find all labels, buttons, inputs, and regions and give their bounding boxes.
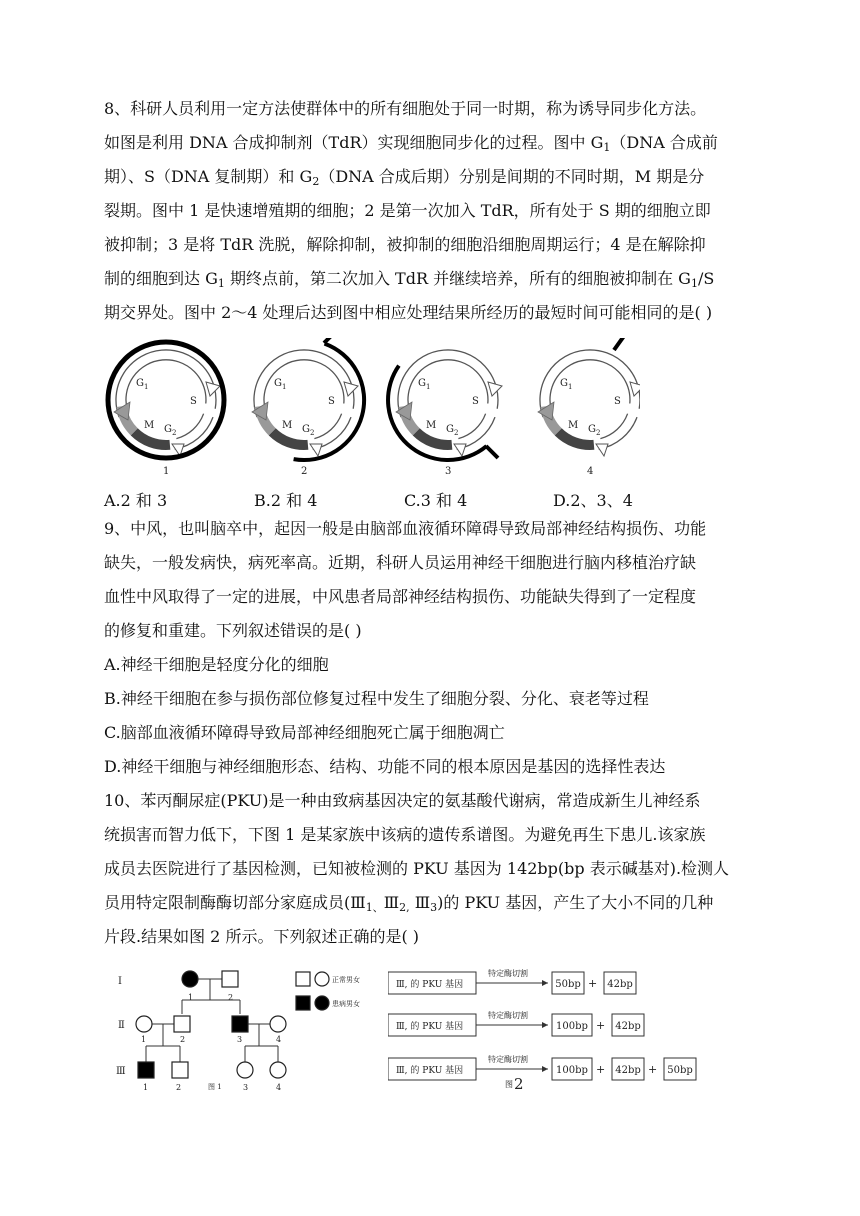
s-label: S: [472, 396, 479, 407]
legend-affected: 患病男女: [332, 1000, 360, 1008]
g1-sub: 1: [426, 383, 431, 391]
q9-line-3: 血性中风取得了一定的进展，中风患者局部神经结构损伤、功能缺失得到了一定程度: [104, 587, 697, 606]
q8-line-6: 制的细胞到达 $G_1$ 期终点前，第二次加入 TdR 并继续培养，所有的细胞被抑制在 $G_1/S$: [104, 269, 715, 290]
gen-label-2: Ⅱ: [118, 1020, 125, 1031]
q8-line-7: 期交界处。图中 2～4 处理后达到图中相应处理结果所经历的最短时间可能相同的是( ): [104, 303, 713, 322]
panel-number: 1: [163, 466, 170, 477]
q8-option-b[interactable]: B.2 和 4: [254, 491, 318, 510]
fragment-size: 42bp: [615, 1065, 641, 1076]
g2-label: G: [446, 424, 454, 435]
fragment-size: 50bp: [555, 979, 581, 990]
digestion-row-2: [388, 1010, 644, 1036]
q8-line-3: 期）、S（DNA 复制期）和 $G_2(DNA$ 合成后期）分别是间期的不同时期，M 期是分: [104, 167, 705, 188]
cell-cycle-panel-4: [538, 338, 640, 477]
ped-num: 1: [141, 1035, 147, 1044]
g1-sub: 1: [568, 383, 573, 391]
cell-cycle-panel-1: [108, 342, 224, 477]
q8-line-2: 如图是利用 DNA 合成抑制剂（TdR）实现细胞同步化的过程。图中 $G_1(DNA$ 合成前: [104, 133, 718, 154]
fragment-size: 42bp: [615, 1021, 641, 1032]
ped-num: 3: [243, 1083, 249, 1092]
plus-sign: +: [588, 977, 598, 990]
q8-line-5: 被抑制；3 是将 TdR 洗脱，解除抑制，被抑制的细胞沿细胞周期运行；4 是在解除抑: [104, 235, 706, 254]
panel-number: 2: [301, 466, 308, 477]
g2-sub: 2: [172, 429, 177, 437]
q10-line-1: 10、苯丙酮尿症(PKU)是一种由致病基因决定的氨基酸代谢病，常造成新生儿神经系: [104, 791, 701, 810]
ped-num: 1: [188, 993, 194, 1002]
treatment-mark: [614, 338, 624, 350]
plus-sign: +: [596, 1063, 606, 1076]
plus-sign: +: [648, 1063, 658, 1076]
digestion-row-3: [388, 1054, 696, 1080]
fragment-size: 50bp: [667, 1065, 693, 1076]
fragment-size: 42bp: [607, 979, 633, 990]
g1-label: G: [274, 378, 282, 389]
ped-num: 2: [180, 1035, 186, 1044]
ped-num: 2: [228, 993, 234, 1002]
g1-label: G: [560, 378, 568, 389]
ped-num: 4: [276, 1035, 282, 1044]
g1-label: G: [418, 378, 426, 389]
plus-sign: +: [596, 1019, 606, 1032]
s-label: S: [190, 396, 197, 407]
m-label: M: [282, 420, 293, 431]
ped-num: 2: [176, 1083, 182, 1092]
q9-option-c[interactable]: C.脑部血液循环障碍导致局部神经细胞死亡属于细胞凋亡: [104, 723, 505, 742]
q8-option-a[interactable]: A.2 和 3: [104, 491, 168, 510]
q10-line-2: 统损害而智力低下，下图 1 是某家族中该病的遗传系谱图。为避免再生下患儿.该家族: [104, 825, 706, 844]
g2-label: G: [588, 424, 596, 435]
q8-line-1: 8、科研人员利用一定方法使群体中的所有细胞处于同一时期，称为诱导同步化方法。: [104, 99, 707, 118]
fragment-size: 100bp: [556, 1021, 588, 1032]
source-label: Ⅲ, 的 PKU 基因: [396, 1022, 464, 1032]
m-label: M: [568, 420, 579, 431]
q8-stem: [104, 92, 776, 330]
cell-cycle-panel-2: [252, 338, 364, 477]
s-label: S: [328, 396, 335, 407]
fig1-caption: 图 1: [208, 1083, 222, 1091]
digestion-figure: [388, 962, 698, 1092]
g2-label: G: [164, 424, 172, 435]
s-label: S: [614, 396, 621, 407]
m-label: M: [426, 420, 437, 431]
q10-stem: [104, 784, 776, 954]
g1-label: G: [136, 378, 144, 389]
panel-number: 4: [587, 466, 594, 477]
cell-cycle-panels: [100, 338, 640, 478]
q8-option-d[interactable]: D.2、3、4: [553, 491, 633, 510]
q9-option-a[interactable]: A.神经干细胞是轻度分化的细胞: [104, 655, 329, 674]
q9-line-1: 9、中风，也叫脑卒中，起因一般是由脑部血液循环障碍导致局部神经结构损伤、功能: [104, 519, 707, 538]
q9-line-4: 的修复和重建。下列叙述错误的是( ): [104, 621, 362, 640]
panel-number: 3: [445, 466, 452, 477]
g2-sub: 2: [596, 429, 601, 437]
cell-cycle-panel-3: [388, 350, 502, 477]
fig2-caption-b: 2: [514, 1075, 524, 1092]
pedigree-figure: [110, 960, 380, 1095]
fig2-caption-a: 图: [505, 1080, 513, 1089]
ped-num: 1: [143, 1083, 149, 1092]
q9-stem: [104, 512, 776, 784]
q10-line-3: 成员去医院进行了基因检测，已知被检测的 PKU 基因为 142bp(bp 表示碱基对).检测人: [104, 859, 730, 878]
enzyme-label: 特定酶切割: [488, 969, 528, 978]
q10-line-4: 员用特定限制酶酶切部分家庭成员($Ⅲ_{1、}Ⅲ_{2,}$ $Ⅲ_3$)的 PKU 基因，产生了大小不同的几种: [104, 893, 714, 914]
g2-sub: 2: [454, 429, 459, 437]
g2-label: G: [302, 424, 310, 435]
q9-line-2: 缺失，一般发病快，病死率高。近期，科研人员运用神经干细胞进行脑内移植治疗缺: [104, 553, 697, 572]
q9-option-d[interactable]: D.神经干细胞与神经细胞形态、结构、功能不同的根本原因是基因的选择性表达: [104, 757, 666, 776]
q8-line-4: 裂期。图中 1 是快速增殖期的细胞；2 是第一次加入 TdR，所有处于 S 期的细胞立即: [104, 201, 711, 220]
q10-line-5: 片段.结果如图 2 所示。下列叙述正确的是( ): [104, 927, 420, 946]
enzyme-label: 特定酶切割: [488, 1055, 528, 1064]
legend-normal: 正常男女: [332, 976, 360, 984]
q9-option-b[interactable]: B.神经干细胞在参与损伤部位修复过程中发生了细胞分裂、分化、衰老等过程: [104, 689, 649, 708]
digestion-row-1: [388, 968, 636, 994]
g1-sub: 1: [144, 383, 149, 391]
source-label: Ⅲ, 的 PKU 基因: [396, 1066, 464, 1076]
ped-num: 4: [276, 1083, 282, 1092]
gen-label-3: Ⅲ: [116, 1066, 126, 1077]
g2-sub: 2: [310, 429, 315, 437]
enzyme-label: 特定酶切割: [488, 1011, 528, 1020]
g1-sub: 1: [282, 383, 287, 391]
gen-label-1: Ⅰ: [118, 976, 122, 987]
source-label: Ⅲ, 的 PKU 基因: [396, 980, 464, 990]
m-label: M: [144, 420, 155, 431]
ped-num: 3: [237, 1035, 243, 1044]
q8-option-c[interactable]: C.3 和 4: [404, 491, 468, 510]
fragment-size: 100bp: [556, 1065, 588, 1076]
